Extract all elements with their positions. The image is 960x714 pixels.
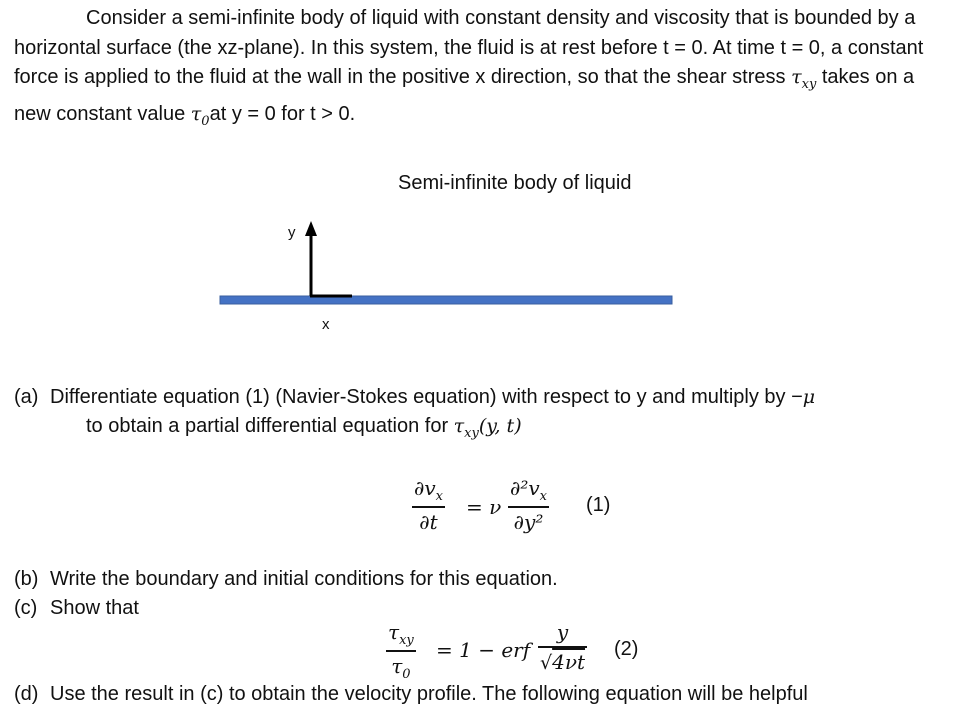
tau-symbol: τ (791, 66, 802, 88)
question-a-line1: Differentiate equation (1) (Navier-Stokes equation) with respect to y and multiply by − (50, 386, 803, 408)
eq1-rhs-denominator: ∂y² (513, 509, 544, 534)
question-b-label: (b) (14, 568, 39, 590)
question-d-label: (d) (14, 683, 39, 705)
eq1-rhs-numerator: ∂²v (510, 476, 540, 500)
question-c-label: (c) (14, 597, 38, 619)
question-c-text: Show that (50, 597, 139, 619)
tau-args: (y, t) (478, 415, 522, 437)
sqrt-symbol: √ (540, 651, 553, 674)
eq2-lhs-fraction (386, 620, 416, 682)
question-b-text: Write the boundary and initial conditions for this equation. (50, 568, 558, 590)
eq2-rhs-fraction (538, 620, 587, 674)
tau-subscript: xy (801, 77, 817, 92)
intro-paragraph (14, 4, 950, 136)
eq2-lhs-denominator: τ (391, 653, 403, 678)
eq2-number: (2) (614, 638, 639, 660)
eq1-lhs-denominator: ∂t (419, 509, 438, 534)
eq2-rhs-numerator: y (556, 620, 569, 644)
intro-text-3: at y = 0 for t > 0. (209, 102, 356, 125)
tau0-symbol: τ (190, 102, 202, 125)
eq2-rhs-erf: = 1 − erf (436, 638, 531, 662)
tau-xy-symbol: τ (453, 415, 465, 437)
mu-symbol: μ (802, 386, 816, 408)
eq1-number: (1) (586, 494, 611, 516)
eq2-lhs-denominator-sub: 0 (402, 666, 411, 682)
y-axis-label: y (288, 224, 296, 241)
question-a-label: (a) (14, 386, 39, 408)
intro-text-1: Consider a semi-infinite body of liquid with constant density and viscosity that is bounded by a horizontal surface (the xz-plane). In this system, the fluid is at rest before t = 0. At time t = 0, a constant force is applied to the fluid at the wall in the positive x direction, so that the shear stress (14, 7, 924, 88)
tau-xy-subscript: xy (464, 426, 479, 441)
eq2-rhs-denominator: 4νt (552, 649, 586, 674)
eq1-equals-nu: = ν (466, 495, 502, 519)
intro-text-2: takes on a new constant value (14, 66, 915, 125)
tau0-subscript: 0 (201, 113, 210, 129)
figure-caption: Semi-infinite body of liquid (398, 172, 632, 194)
eq1-rhs-numerator-sub: x (539, 489, 548, 504)
y-axis-arrowhead (305, 221, 317, 236)
eq1-lhs-numerator: ∂v (414, 476, 436, 500)
question-a-line2: to obtain a partial differential equation for (86, 415, 454, 437)
eq1-lhs-fraction (412, 476, 445, 534)
question-d (14, 680, 808, 709)
question-d-text: Use the result in (c) to obtain the velocity profile. The following equation will be helpful (50, 683, 808, 705)
x-axis-label: x (322, 316, 330, 333)
question-a (14, 383, 815, 448)
eq2-lhs-numerator: τ (388, 620, 400, 644)
question-b (14, 565, 558, 594)
eq1-lhs-numerator-sub: x (435, 489, 443, 504)
eq2-lhs-numerator-sub: xy (399, 633, 414, 648)
eq1-rhs-fraction (508, 476, 549, 534)
wall-surface (220, 296, 672, 304)
question-c (14, 594, 139, 623)
